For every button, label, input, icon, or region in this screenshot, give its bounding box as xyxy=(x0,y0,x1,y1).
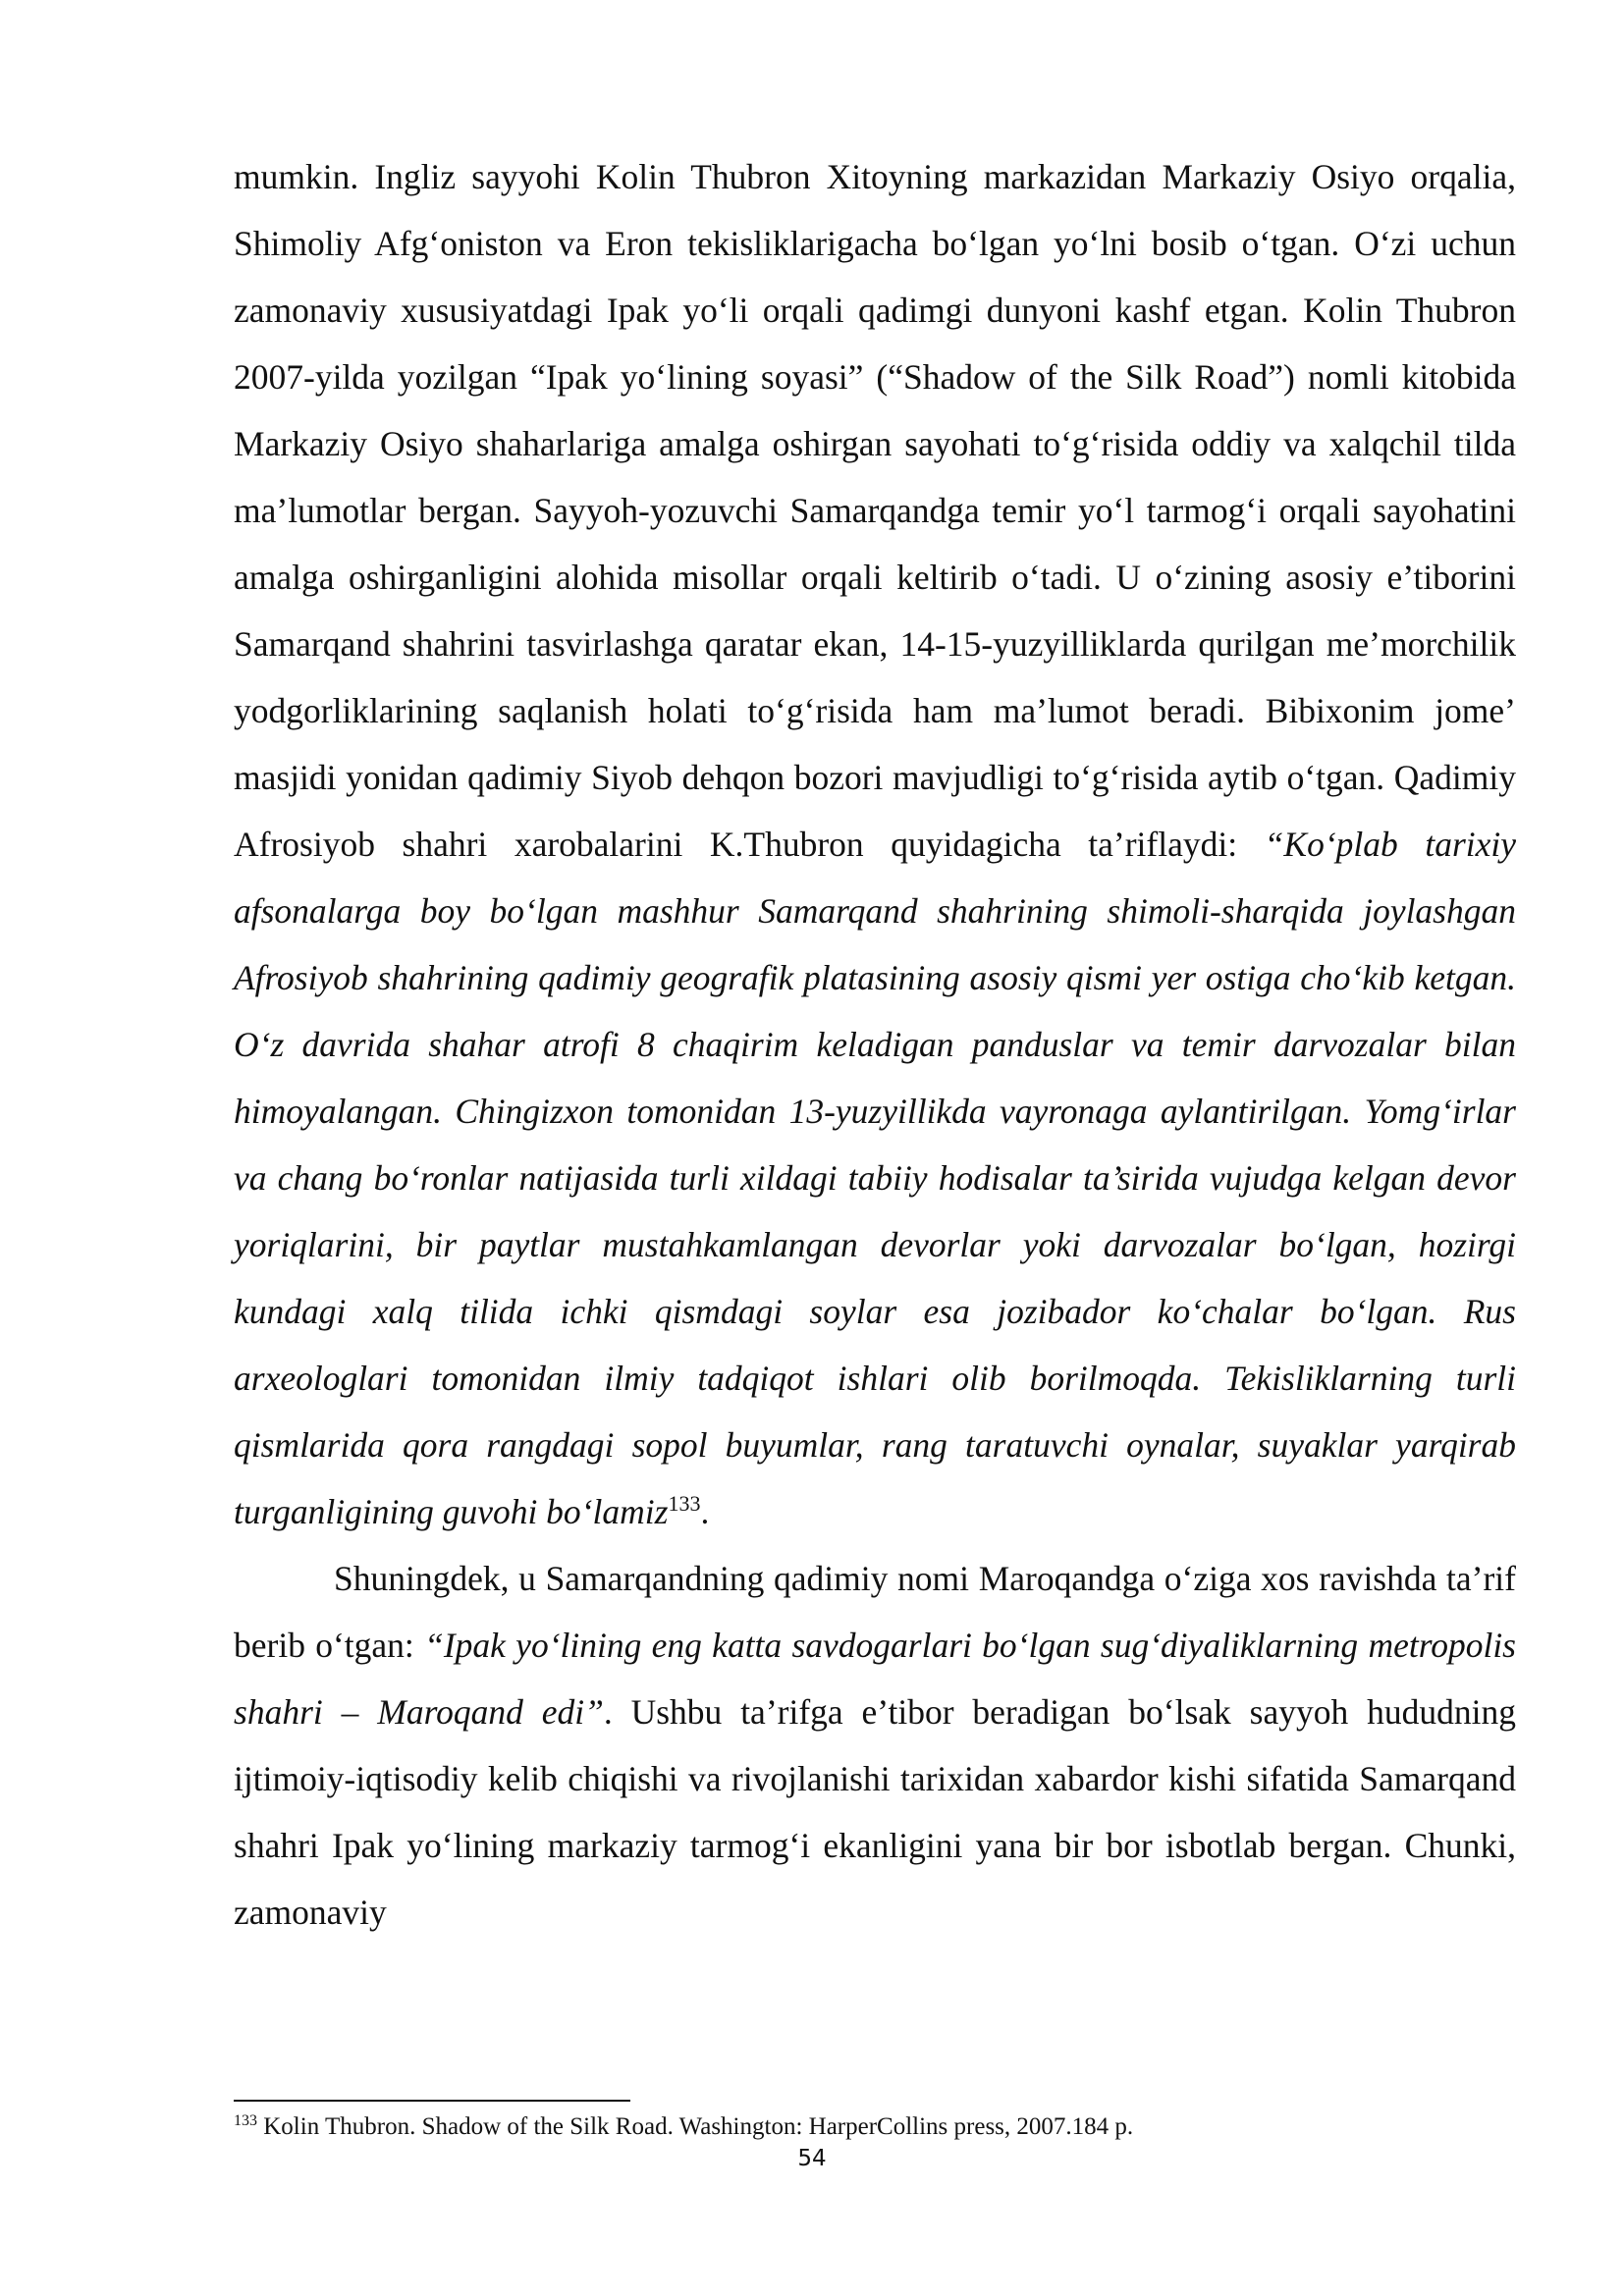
footnote-separator xyxy=(234,2100,630,2102)
paragraph-2 xyxy=(234,1545,1516,1946)
footnote-reference[interactable]: 133 xyxy=(668,1491,701,1516)
paragraph-1 xyxy=(234,143,1516,1545)
body-text xyxy=(234,143,1516,1946)
quote-afrosiyob: “Ko‘plab tarixiy afsonalarga boy bo‘lgan mashhur Samarqand shahrining shimoli-sharqida joylashgan Afrosiyob shahrining qadimiy geografik platasining asosiy qismi yer ostiga cho‘kib ketgan. O‘z davrida shahar atrofi 8 chaqirim keladigan panduslar va temir darvozalar bilan himoyalangan. Chingizxon tomonidan 13-yuzyillikda vayronaga aylantirilgan. Yomg‘irlar va chang bo‘ronlar natijasida turli xildagi tabiiy hodisalar ta’sirida vujudga kelgan devor yoriqlarini, bir paytlar mustahkamlangan devorlar yoki darvozalar bo‘lgan, hozirgi kundagi xalq tilida ichki qismdagi soylar esa jozibador ko‘chalar bo‘lgan. Rus arxeologlari tomonidan ilmiy tadqiqot ishlari olib borilmoqda. Tekisliklarning turli qismlarida qora rangdagi sopol buyumlar, rang taratuvchi oynalar, suyaklar yarqirab turganligining guvohi bo‘lamiz xyxy=(234,825,1516,1531)
footnote xyxy=(234,2111,1516,2143)
page-number: 54 xyxy=(797,2146,827,2171)
paragraph-2-text: Shuningdek, u Samarqandning qadimiy nomi Maroqandga o‘ziga xos ravishda ta’rif berib o‘tgan: xyxy=(234,1559,1516,1665)
paragraph-1-text: mumkin. Ingliz sayyohi Kolin Thubron Xitoyning markazidan Markaziy Osiyo orqalia, Shimoliy Afg‘oniston va Eron tekisliklarigacha bo‘lgan yo‘lni bosib o‘tgan. O‘zi uchun zamonaviy xususiyatdagi Ipak yo‘li orqali qadimgi dunyoni kashf etgan. Kolin Thubron 2007-yilda yozilgan “Ipak yo‘lining soyasi” (“Shadow of the Silk Road”) nomli kitobida Markaziy Osiyo shaharlariga amalga oshirgan sayohati to‘g‘risida oddiy va xalqchil tilda ma’lumotlar bergan. Sayyoh-yozuvchi Samarqandga temir yo‘l tarmog‘i orqali sayohatini amalga oshirganligini alohida misollar orqali keltirib o‘tadi. U o‘zining asosiy e’tiborini Samarqand shahrini tasvirlashga qaratar ekan, 14-15-yuzyilliklarda qurilgan me’morchilik yodgorliklarining saqlanish holati to‘g‘risida ham ma’lumot beradi. Bibixonim jome’ masjidi yonidan qadimiy Siyob dehqon bozori mavjudligi to‘g‘risida aytib o‘tgan. Qadimiy Afrosiyob shahri xarobalarini K.Thubron quyidagicha ta’riflaydi: xyxy=(234,157,1516,864)
paragraph-2-continuation: . Ushbu ta’rifga e’tibor beradigan bo‘lsak sayyoh hududning ijtimoiy-iqtisodiy kelib chiqishi va rivojlanishi tarixidan xabardor kishi sifatida Samarqand shahri Ipak yo‘lining markaziy tarmog‘i ekanligini yana bir bor isbotlab bergan. Chunki, zamonaviy xyxy=(234,1692,1516,1932)
footnote-text: Kolin Thubron. Shadow of the Silk Road. Washington: HarperCollins press, 2007.184 p. xyxy=(257,2113,1134,2140)
paragraph-1-end: . xyxy=(700,1492,710,1531)
quote-maroqand: “Ipak yo‘lining eng katta savdogarlari bo‘lgan sug‘diyaliklarning metropolis shahri – Maroqand edi” xyxy=(234,1626,1517,1732)
footnote-number: 133 xyxy=(234,2112,257,2129)
